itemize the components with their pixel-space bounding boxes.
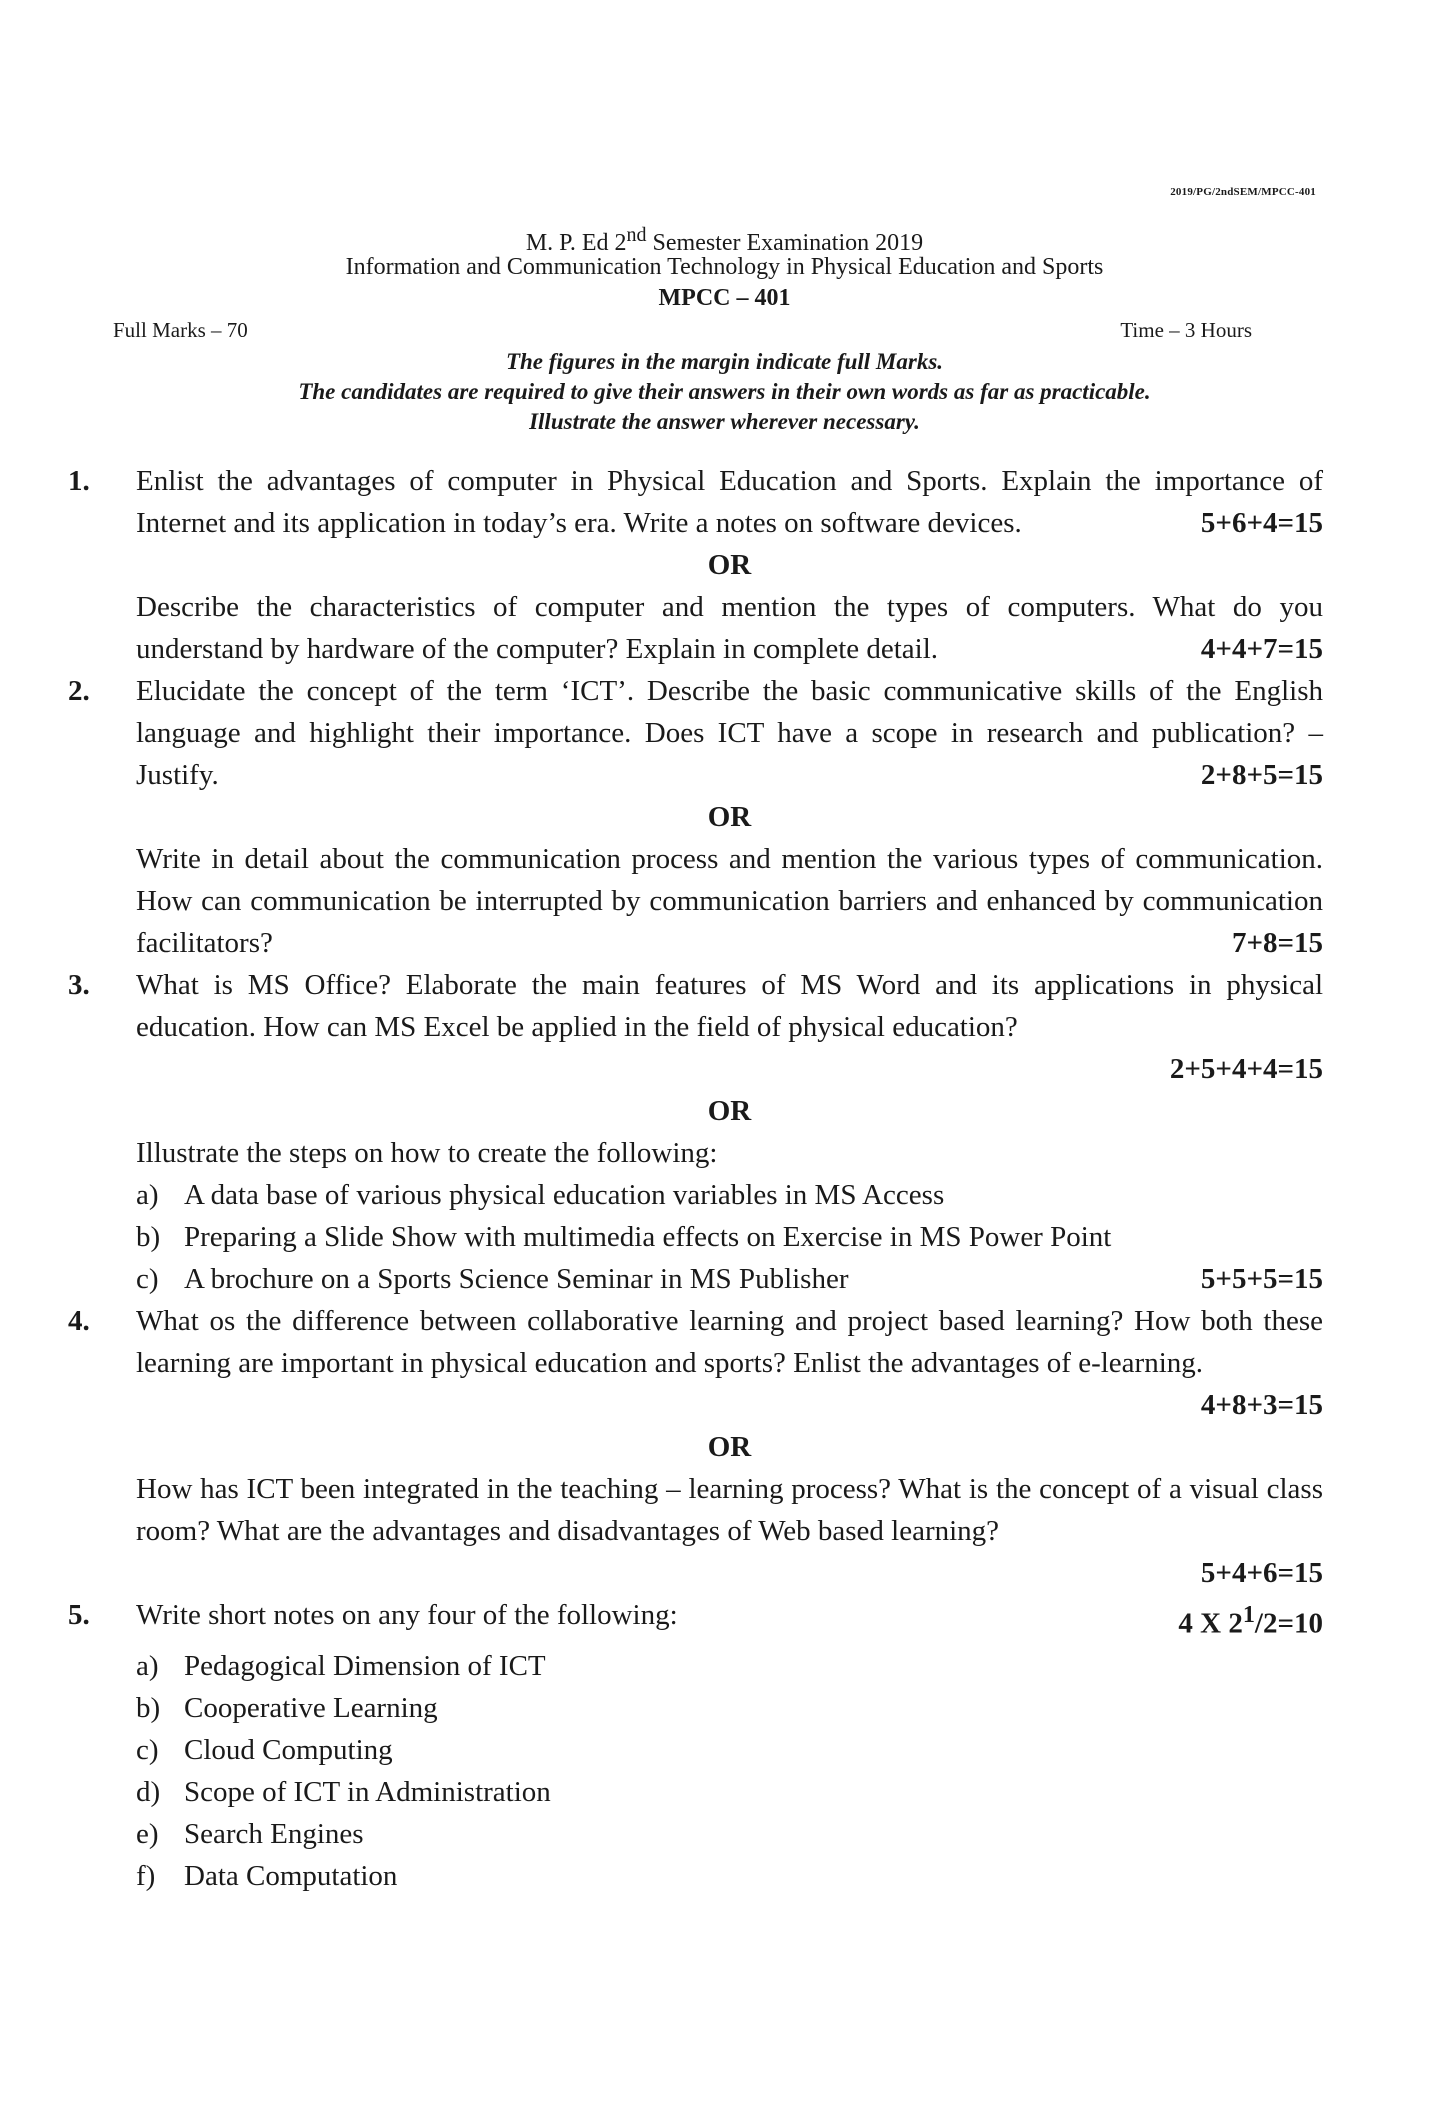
question-2-alternative: Write in detail about the communication process and mention the various types of communication. How can communication be interrupted by communication barriers and enhanced by communication facilitators? 7+8=15: [68, 838, 1323, 964]
or-divider: OR: [707, 1431, 752, 1463]
question-marks: 5+6+4=15: [1200, 507, 1323, 539]
question-marks: 4+8+3=15: [1200, 1389, 1323, 1421]
paper-code: 2019/PG/2ndSEM/MPCC-401: [1170, 186, 1316, 198]
question-text: Enlist the advantages of computer in Physical Education and Sports. Explain the importance of Internet and its application in today’s era. Write a notes on software devices.: [136, 465, 1323, 539]
question-3-alternative: Illustrate the steps on how to create the following:: [136, 1137, 718, 1169]
question-marks: 2+8+5=15: [1200, 759, 1323, 791]
or-divider: OR: [707, 1095, 752, 1127]
question-text: What is MS Office? Elaborate the main features of MS Word and its applications in physical education. How can MS Excel be applied in the field of physical education?: [136, 969, 1323, 1043]
list-item: c) Cloud Computing: [136, 1733, 393, 1766]
question-3: [68, 964, 1323, 1090]
question-number: 5.: [68, 1599, 90, 1631]
question-marks: 5+4+6=15: [1200, 1557, 1323, 1589]
list-item: d) Scope of ICT in Administration: [136, 1775, 551, 1808]
subject-title: Information and Communication Technology in Physical Education and Sports: [345, 254, 1104, 280]
question-1: [68, 460, 1323, 544]
list-item: a) Pedagogical Dimension of ICT: [136, 1649, 546, 1682]
or-divider: OR: [707, 801, 752, 833]
list-item: c) A brochure on a Sports Science Seminar in MS Publisher 5+5+5=15: [136, 1258, 1323, 1300]
question-marks: 5+5+5=15: [1200, 1263, 1323, 1295]
list-item: b) Cooperative Learning: [136, 1691, 438, 1724]
question-1-alternative: Describe the characteristics of computer and mention the types of computers. What do you understand by hardware of the computer? Explain in complete detail. 4+4+7=15: [68, 586, 1323, 670]
question-marks: 4 X $2^1/2=10$: [1178, 1601, 1323, 1640]
question-marks: 7+8=15: [1231, 927, 1323, 959]
question-3-subitems: [68, 1174, 1323, 1300]
list-item: b) Preparing a Slide Show with multimedia effects on Exercise in MS Power Point: [136, 1221, 1112, 1253]
question-number: 4.: [68, 1305, 90, 1337]
question-4-alternative: How has ICT been integrated in the teaching – learning process? What is the concept of a visual class room? What are the advantages and disadvantages of Web based learning?: [136, 1473, 1323, 1547]
list-item: a) A data base of various physical education variables in MS Access: [136, 1179, 945, 1211]
or-divider: OR: [707, 549, 752, 581]
question-marks: 4+4+7=15: [1200, 633, 1323, 665]
time-limit: Time – 3 Hours: [1120, 318, 1252, 342]
course-code: MPCC – 401: [658, 285, 791, 311]
question-text: Write short notes on any four of the following:: [136, 1599, 678, 1631]
question-5: [68, 1594, 1323, 1645]
instruction-line: The candidates are required to give their answers in their own words as far as practicable.: [298, 379, 1151, 404]
instruction-line: The figures in the margin indicate full Marks.: [505, 349, 944, 374]
question-text: What os the difference between collaborative learning and project based learning? How both these learning are important in physical education and sports? Enlist the advantages of e-learning.: [136, 1305, 1323, 1379]
question-number: 3.: [68, 969, 90, 1001]
question-5-subitems: [68, 1645, 1323, 1897]
full-marks: Full Marks – 70: [113, 318, 248, 342]
question-2: [68, 670, 1323, 796]
question-number: 2.: [68, 675, 90, 707]
question-4: [68, 1300, 1323, 1426]
question-list: [68, 460, 1323, 1897]
question-text: Elucidate the concept of the term ‘ICT’. Describe the basic communicative skills of the English language and highlight their importance. Does ICT have a scope in research and publication? – Justify.: [136, 675, 1323, 791]
list-item: f) Data Computation: [136, 1859, 398, 1892]
instruction-line: Illustrate the answer wherever necessary.: [529, 409, 920, 434]
question-marks: 2+5+4+4=15: [1169, 1053, 1323, 1085]
list-item: e) Search Engines: [136, 1817, 364, 1850]
exam-title: M. P. Ed 2nd Semester Examination 2019: [525, 224, 924, 256]
question-number: 1.: [68, 465, 90, 497]
